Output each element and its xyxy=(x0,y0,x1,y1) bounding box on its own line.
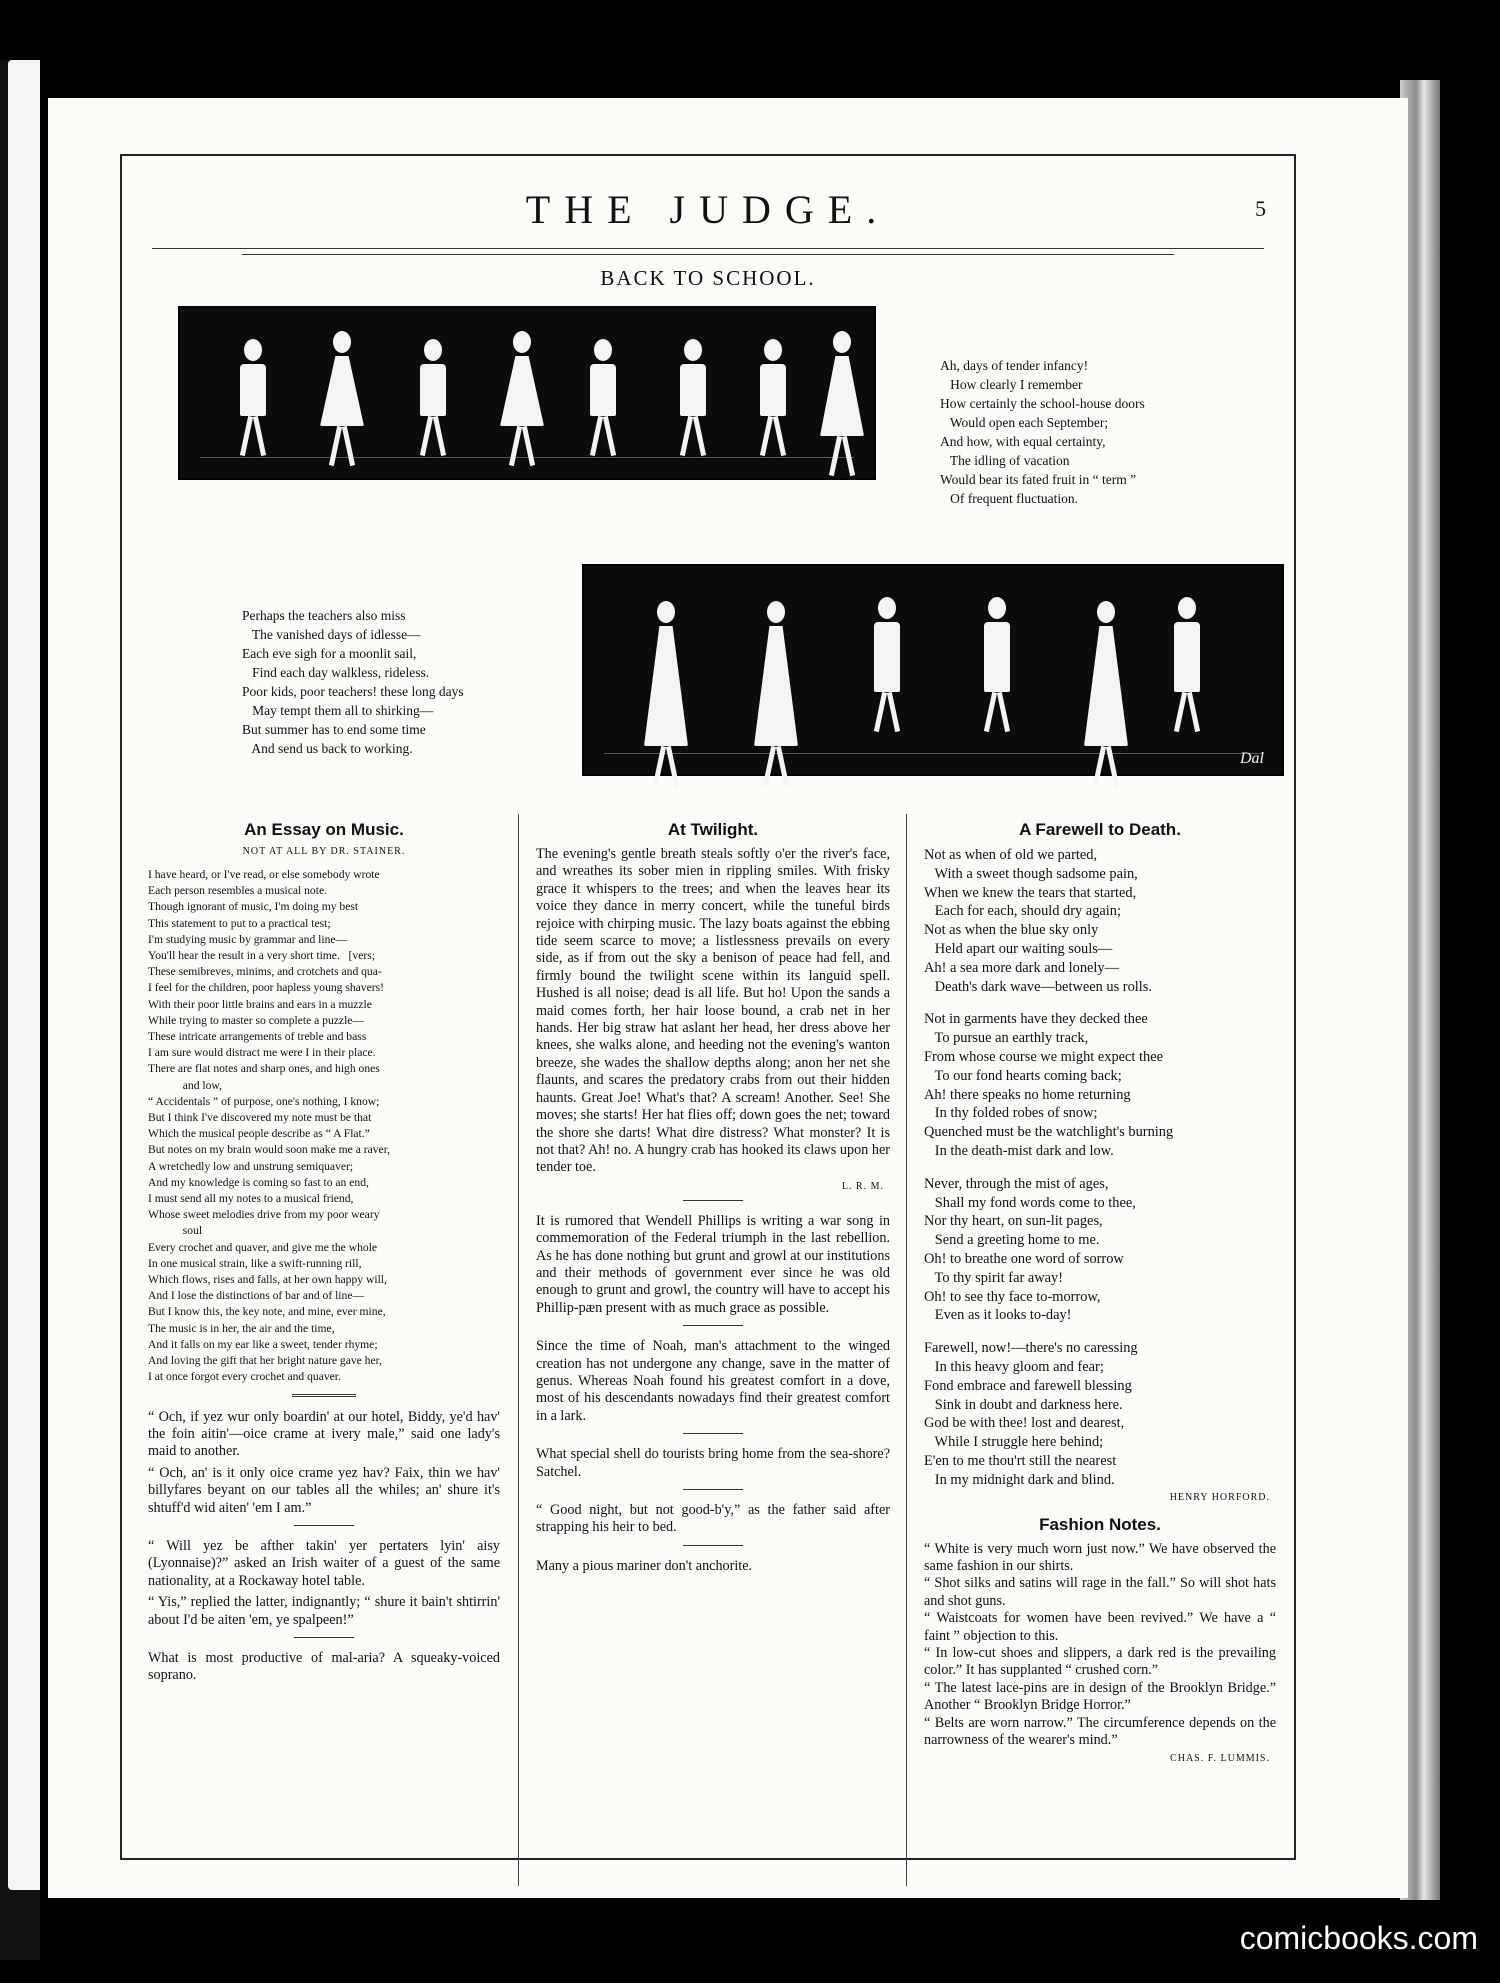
farewell-stanza-1: Not as when of old we parted, With a sweet though sadsome pain, When we knew the tears that started, Each for each, should dry again; Not as when the blue sky only Held apart our waiting souls— Ah! a sea more dark and lonely— Death's dark wave—between us rolls. xyxy=(924,847,1152,995)
paragraph-shell: What special shell do tourists bring home from the sea-shore? Satchel. xyxy=(536,1446,890,1480)
farewell-stanza-2: Not in garments have they decked thee To pursue an earthly track, From whose course we might expect thee To our fond hearts coming back; Ah! there speaks no home returning In thy folded robes of snow; Quenched must be the watchlight's burning In the death-mist dark and low. xyxy=(924,1011,1174,1159)
fashion-title: Fashion Notes. xyxy=(1039,1514,1161,1534)
child-figure xyxy=(680,339,706,456)
paragraph-noah: Since the time of Noah, man's attachment to the winged creation has not undergone any change, save in the matter of genus. Whereas Noah found his greatest comfort in a dove, most of his descendants nowadays find their greatest comfort in a lark. xyxy=(536,1338,890,1424)
paragraph-malaria: What is most productive of mal-aria? A squeaky-voiced soprano. xyxy=(148,1649,500,1684)
illustration-teachers-walking xyxy=(582,564,1284,776)
teacher-figure xyxy=(1084,601,1128,752)
farewell-title: A Farewell to Death. xyxy=(1019,820,1181,839)
child-figure xyxy=(500,331,544,456)
divider xyxy=(683,1433,743,1434)
paragraph-goodnight: “ Good night, but not good-b'y,” as the father said after strapping his heir to bed. xyxy=(536,1502,890,1536)
divider xyxy=(683,1200,743,1201)
page-frame xyxy=(120,154,1296,1860)
child-figure xyxy=(240,339,266,456)
column-essay xyxy=(148,808,500,1896)
left-page-edge xyxy=(8,60,40,1890)
divider xyxy=(292,1394,356,1397)
twilight-body: The evening's gentle breath steals softly o'er the river's face, and wreathes its sober mien in rippling smiles. With frisky grace it whispers to the trees; and when the leaves hear its voice they dance in merry concert, while the tuneful birds rejoice with chirping music. The lazy boats against the ebbing tide seem scarce to move; a listlessness prevails on every side, as if from out the sky a benison of peace had fell, and firmly bound the twilight scene within its languid spell. Hushed is all noise; dead is all life. But ho! Upon the sands a maid comes forth, her hair loose bound, a crab net in her hands. Her big straw hat aslant her head, her dress above her knees, she walks alone, and heeding not the evening's wanton breeze, she wades the shallow depths along; anon her net she flaunts, and scares the predatory crabs from out their hidden haunts. Great Joe! What's that? A scream! Another. See! She moves; she starts! Her hat flies off; down goes the net; toward the shore she darts! What dire distress? What monster? It is not that? Ah! no. A hungry crab has hooked its claws upon her tender toe. xyxy=(536,846,890,1176)
ground-line xyxy=(604,753,1262,754)
column-rule xyxy=(518,814,519,1886)
paragraph-och-reply: “ Och, an' is it only oice crame yez hav? Faix, thin we hav' billyfares beyant on our tables all the whiles; an' shure it's shtuff'd wid aiten' 'em I am.” xyxy=(148,1464,500,1516)
masthead-rule xyxy=(152,248,1264,249)
teacher-figure xyxy=(644,601,688,752)
teacher-figure xyxy=(754,601,798,752)
essay-verse: I have heard, or I've read, or else somebody wrote Each person resembles a musical note. Though ignorant of music, I'm doing my best This statement to put to a practical test; I'm studying music by grammar and line— You'll hear the result in a very short time. [vers; These semibreves, minims, and crotchets and qua- I feel for the children, poor hapless young shavers! With their poor little brains and ears in a muzzle While trying to master so complete a puzzle— These intricate arrangements of treble and bass I am sure would distract me were I in their place. There are flat notes and sharp ones, and high ones and low, “ Accidentals ” of purpose, one's nothing, I know; But I think I've discovered my note must be that Which the musical people describe as “ A Flat.” But notes on my brain would soon make me a raver, A wretchedly low and unstrung semiquaver; And my knowledge is coming so fast to an end, I must send all my notes to a musical friend, Whose sweet melodies drive from my poor weary soul Every crochet and quaver, and give me the whole In one musical strain, like a swift-running rill, Which flows, rises and falls, at her own happy will, And I lose the distinctions of bar and of line— But I know this, the key note, and mine, ever mine, The music is in her, the air and the time, And it falls on my ear like a sweet, tender rhyme; And loving the gift that her bright nature gave her, I at once forgot every crochet and quaver. xyxy=(148,868,390,1384)
poem-teachers: Perhaps the teachers also miss The vanished days of idlesse— Each eve sigh for a moonlit sail, Find each day walkless, rideless. Poor kids, poor teachers! these long days May tempt them all to shirking— But summer has to end some time And send us back to working. xyxy=(242,608,464,756)
essay-subtitle: NOT AT ALL BY DR. STAINER. xyxy=(242,846,406,857)
paragraph-och: “ Och, if yez wur only boardin' at our hotel, Biddy, ye'd hav' the foin aitin'—oice crame at ivery male,” said one lady's maid to another. xyxy=(148,1408,500,1460)
twilight-signature: L. R. M. xyxy=(841,1180,884,1192)
farewell-stanza-4: Farewell, now!—there's no caressing In this heavy gloom and fear; Fond embrace and farewell blessing Sink in doubt and darkness here. God be with thee! lost and dearest, While I struggle here behind; E'en to me thou'rt still the nearest In my midnight dark and blind. xyxy=(924,1340,1138,1488)
child-figure xyxy=(820,331,864,456)
child-figure xyxy=(320,331,364,456)
column-farewell xyxy=(924,808,1276,1896)
column-twilight xyxy=(536,808,890,1896)
ground-line xyxy=(200,457,854,458)
child-figure xyxy=(590,339,616,456)
divider xyxy=(683,1325,743,1326)
teacher-figure xyxy=(984,597,1010,752)
paragraph-pertaters: “ Will yez be afther takin' yer pertaters lyin' aisy (Lyonnaise)?” asked an Irish waiter of a guest of the same nationality, at a Rockaway hotel table. xyxy=(148,1537,500,1589)
child-figure xyxy=(760,339,786,456)
paragraph-phillips: It is rumored that Wendell Phillips is writing a war song in commemoration of the Federal triumph in the last rebellion. As he has done nothing but grunt and growl at our institutions and their methods of government ever since he was old enough to grunt and growl, the country will have to accept his Phillip-pæn present with as much grace as possible. xyxy=(536,1212,890,1316)
illustration-children-walking xyxy=(178,306,876,480)
farewell-signature: HENRY HORFORD. xyxy=(1169,1491,1270,1503)
poem-infancy: Ah, days of tender infancy! How clearly I remember How certainly the school-house doors Would open each September; And how, with equal certainty, The idling of vacation Would bear its fated fruit in “ term ” Of frequent fluctuation. xyxy=(940,358,1145,506)
masthead xyxy=(122,186,1294,233)
divider xyxy=(294,1525,354,1526)
page-number: 5 xyxy=(1255,196,1266,221)
farewell-stanza-3: Never, through the mist of ages, Shall my fond words come to thee, Nor thy heart, on sun-lit pages, Send a greeting home to me. Oh! to breathe one word of sorrow To thy spirit far away! Oh! to see thy face to-morrow, Even as it looks to-day! xyxy=(924,1175,1136,1324)
twilight-title: At Twilight. xyxy=(667,820,759,839)
fashion-signature: CHAS. F. LUMMIS. xyxy=(1170,1753,1270,1765)
fashion-body: “ White is very much worn just now.” We have observed the same fashion in our shirts. “ Shot silks and satins will rage in the fall.” So will shot hats and shot guns. “ Waistcoats for women have been revived.” We have a “ faint ” objection to this. “ In low-cut shoes and slippers, a dark red is the prevailing color.” It has supplanted “ crushed corn.” “ The latest lace-pins are in design of the Brooklyn Bridge.” Another “ Brooklyn Bridge Horror.” “ Belts are worn narrow.” The circumference depends on the narrowness of the wearer's mind.” xyxy=(924,1540,1276,1748)
teacher-figure xyxy=(874,597,900,752)
illustrator-signature: Dal xyxy=(1240,750,1264,767)
teacher-figure xyxy=(1174,597,1200,752)
masthead-rule-inner xyxy=(242,254,1174,255)
watermark: comicbooks.com xyxy=(1239,1920,1478,1956)
divider xyxy=(294,1637,354,1638)
divider xyxy=(683,1489,743,1490)
masthead-title: THE JUDGE. xyxy=(525,187,891,232)
article-columns xyxy=(148,808,1276,1896)
divider xyxy=(683,1545,743,1546)
column-rule xyxy=(906,814,907,1886)
magazine-page xyxy=(48,98,1408,1898)
child-figure xyxy=(420,339,446,456)
back-to-school-title: BACK TO SCHOOL. xyxy=(600,266,816,290)
essay-title: An Essay on Music. xyxy=(244,820,404,839)
paragraph-yis: “ Yis,” replied the latter, indignantly; “ shure it bain't shtirrin' about I'd be aiten 'em, ye spalpeen!” xyxy=(148,1594,500,1628)
paragraph-mariner: Many a pious mariner don't anchorite. xyxy=(536,1557,753,1574)
